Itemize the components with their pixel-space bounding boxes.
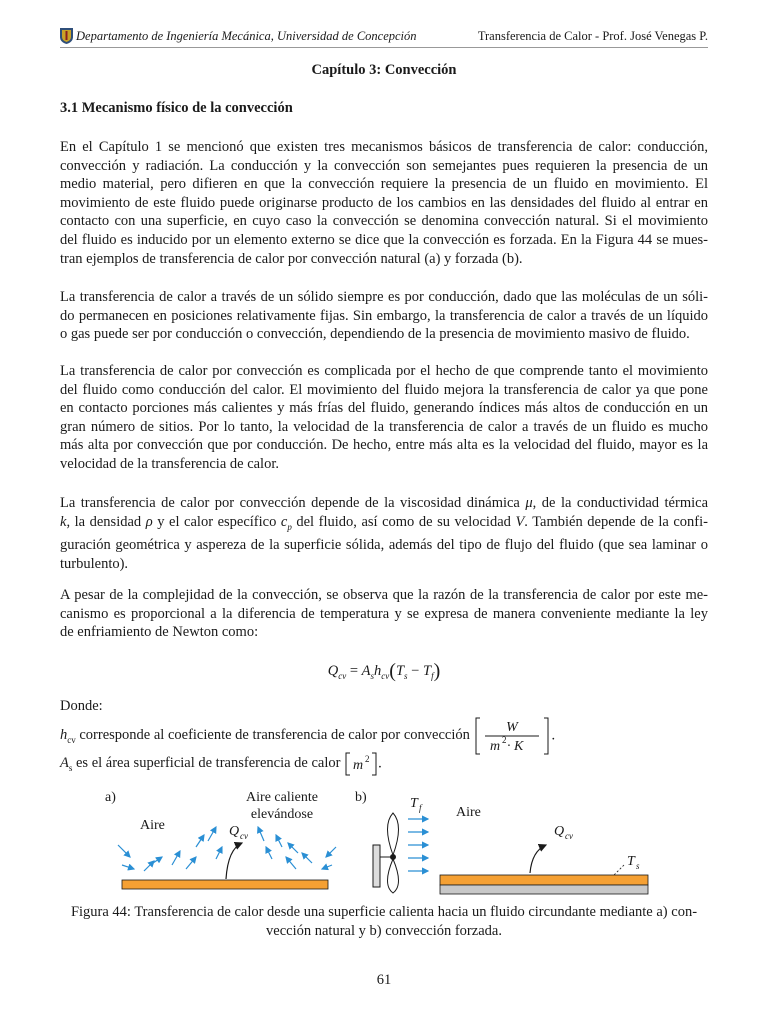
fig-b-heat-arrow [530, 845, 546, 873]
paragraph-1 [60, 138, 708, 268]
text-line: En el Capítulo 1 se mencionó que existen tres mecanismos básicos de transferencia de calor: conducción, [60, 139, 708, 155]
def-A-period: . [378, 755, 382, 772]
text-line: guración geométrica y aspereza de la superficie sólida, además del tipo de flujo del fluido (que sea laminar o [60, 537, 708, 554]
h-unit-fraction [473, 716, 551, 756]
text-line: medio material, pero difieren en que la convección requiere la presencia de un fluido en movimiento. El [60, 176, 708, 193]
fig-b-ts-label: T [627, 854, 635, 869]
newton-cooling-equation [0, 660, 768, 683]
text-run: , de la conductividad térmica [532, 495, 709, 511]
fig-b-aire-label: Aire [456, 805, 481, 820]
eq-h-sub: cv [381, 670, 390, 681]
fig-b-tf-label: T [410, 796, 418, 811]
symbol-cp-sub: p [287, 521, 292, 532]
fig-b-tf-sub: f [419, 803, 422, 813]
symbol-k: k [60, 513, 67, 530]
text-run: , la densidad [66, 513, 146, 530]
symbol-rho: ρ [145, 513, 153, 530]
text-line: del fluido es inducido por un elemento externo se dice que la convección es forzada. En la Figura 44 se mues- [60, 231, 708, 248]
text-line: La transferencia de calor a través de un sólido siempre es por conducción, dado que las moléculas de un sóli- [60, 289, 708, 305]
text-line: turbulento). [60, 555, 129, 572]
def-h-period: . [551, 727, 556, 744]
text-line: A pesar de la complejidad de la convección, se observa que la razón de la transferencia de calor por este me- [60, 587, 708, 603]
A-unit-m: m [353, 758, 364, 773]
donde-label: Donde: [60, 698, 103, 714]
fig-b-base-plate [440, 885, 648, 894]
text-line: tran ejemplos de transferencia de calor por convección natural (a) y forzada (b). [60, 250, 523, 267]
symbol-V: V [515, 513, 525, 530]
header-department: Departamento de Ingeniería Mecánica, Universidad de Concepción [76, 29, 417, 43]
def-h-text: corresponde al coeficiente de transferencia de calor por convección [75, 727, 470, 744]
header-rule [60, 47, 708, 48]
def-h-sub: cv [67, 734, 76, 745]
text-run: La transferencia de calor por convección depende de la viscosidad dinámica [60, 495, 526, 511]
eq-h: h [374, 663, 382, 679]
eq-Tf-sub: f [431, 670, 434, 681]
eq-paren-open: ( [389, 660, 396, 682]
eq-Q-sub: cv [338, 670, 347, 681]
caption-line: Figura 44: Transferencia de calor desde una superficie calienta hacia un fluido circundante mediante a) con- [70, 904, 698, 920]
text-line: gran número de sitios. Por lo tanto, la velocidad de la transferencia de calor a través de un fluido es mucho [60, 418, 708, 435]
h-unit-den-rest: · K [507, 739, 524, 754]
A-unit-bracket [344, 752, 378, 776]
text-line: en contacto porciones más calientes y más frías del fluido, generando índices más altos de conducción en un [60, 400, 708, 417]
fig-a-air-arrows [118, 827, 336, 871]
text-line: más alta por convección que por conducción. De hecho, entre más alta es la velocidad del fluido, mayor es la [60, 437, 708, 454]
fig-b-air-arrows [408, 819, 428, 871]
fig-a-q-label: Q [229, 824, 240, 839]
def-A-text: es el área superficial de transferencia de calor [72, 755, 341, 772]
paragraph-4 [60, 494, 708, 573]
text-run: y el calor específico [152, 513, 281, 530]
eq-A: A [361, 663, 371, 679]
A-unit-exp: 2 [365, 754, 370, 764]
text-line [60, 513, 708, 536]
fig-b-q-sub: cv [565, 831, 573, 841]
fig-a-heat-arrow [226, 843, 242, 879]
header-course: Transferencia de Calor - Prof. José Venegas P. [477, 29, 708, 43]
def-h-symbol: h [60, 727, 68, 744]
text-line [60, 494, 708, 513]
eq-paren-close: ) [433, 660, 441, 682]
eq-Tf: T [422, 663, 432, 679]
section-title: 3.1 Mecanismo físico de la convección [60, 100, 293, 116]
text-line: velocidad de la transferencia de calor. [60, 455, 279, 472]
eq-Ts: T [395, 663, 405, 679]
h-unit-den-m: m [490, 739, 501, 754]
text-line: movimiento de este fluido puede originarse producto de los cambios en las densidades del fluido al entrar en [60, 194, 708, 211]
fig-b-hot-plate [440, 875, 648, 885]
paragraph-2 [60, 288, 708, 344]
definition-A [60, 752, 382, 776]
def-A-symbol: A [60, 755, 69, 772]
figure-caption [60, 903, 708, 940]
text-line: del fluido como conducción del calor. El movimiento del fluido mejora la transferencia de calor ya que pone [60, 381, 708, 398]
university-crest-icon [60, 28, 73, 44]
definition-h [60, 716, 555, 756]
fig-b-ts-sub: s [636, 861, 640, 871]
fig-b-q-label: Q [554, 824, 565, 839]
eq-Q: Q [327, 663, 339, 679]
fig-a-caliente-line1: Aire caliente [246, 790, 318, 805]
fan-icon [373, 813, 399, 893]
h-unit-den-exp: 2 [502, 735, 507, 745]
def-A-sub: s [68, 762, 73, 773]
symbol-cp: c [280, 513, 288, 530]
text-line: o gas puede ser por conducción o convección, dependiendo de la presencia de movimiento masivo de fluido. [60, 326, 690, 343]
fig-a-caliente-line2: elevándose [250, 807, 314, 822]
text-line: do permanecen en posiciones relativamente fijas. Sin embargo, la transferencia de calor a través de un líquido [60, 307, 708, 324]
paragraph-5 [60, 586, 708, 642]
page-header [60, 26, 708, 46]
text-line: canismo es proporcional a la diferencia de temperatura y se expresa de manera conveniente mediante la ley [60, 605, 708, 622]
paragraph-3 [60, 362, 708, 474]
symbol-mu: μ [525, 495, 533, 511]
text-line: La transferencia de calor por convección es complicada por el hecho de que comprende tanto el movimiento [60, 363, 708, 379]
h-unit-numerator: W [506, 720, 519, 735]
eq-equals: = [346, 663, 362, 679]
text-line: convección y radiación. La conducción y la convección son semejantes pues requieren la presencia de un [60, 157, 708, 174]
fig-a-q-sub: cv [240, 831, 248, 841]
fig-label-b: b) [355, 790, 367, 805]
fig-a-hot-plate [122, 880, 328, 889]
chapter-title: Capítulo 3: Convección [311, 62, 457, 78]
figure-44 [100, 785, 660, 905]
text-line: contacto con una superficie, en cuyo caso la convección se denomina convección natural. Si el movimiento [60, 213, 708, 230]
page-number: 61 [376, 972, 392, 988]
text-run: . También depende de la confi- [524, 513, 708, 530]
fig-a-aire-label: Aire [140, 818, 165, 833]
eq-Ts-sub: s [404, 670, 408, 681]
eq-A-sub: s [370, 670, 375, 681]
eq-minus: − [407, 663, 423, 679]
fig-label-a: a) [105, 790, 116, 805]
text-run: del fluido, así como de su velocidad [291, 513, 516, 530]
text-line: de enfriamiento de Newton como: [60, 624, 259, 641]
caption-line: vección natural y b) convección forzada. [266, 922, 502, 939]
